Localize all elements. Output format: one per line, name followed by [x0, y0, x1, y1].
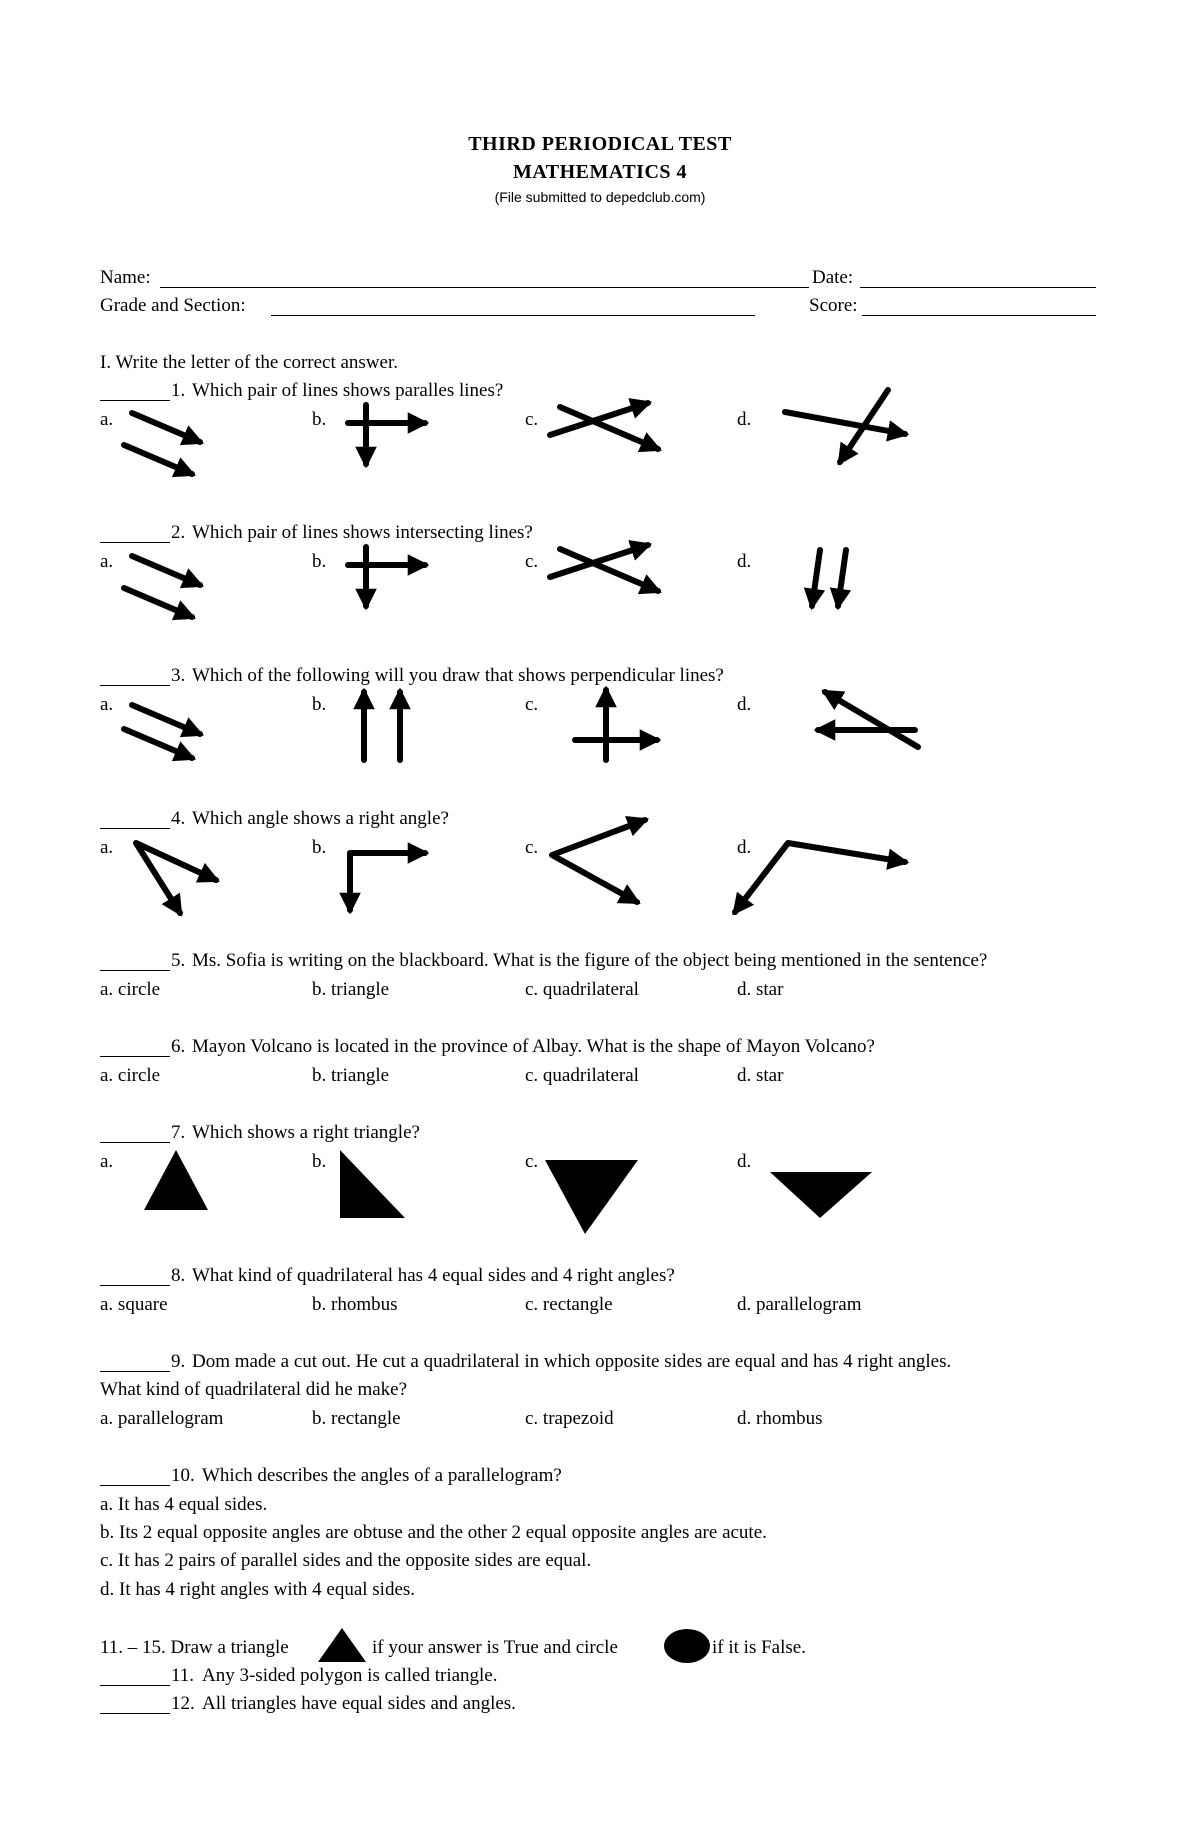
- q8-number: 8.: [171, 1265, 186, 1286]
- q2-option-a: a.: [100, 551, 114, 572]
- q11-text: Any 3-sided polygon is called triangle.: [202, 1665, 498, 1686]
- q5-option-d: d. star: [737, 979, 784, 1000]
- q2-number: 2.: [171, 522, 186, 543]
- triangle-icon: [316, 1626, 368, 1664]
- q6-option-b: b. triangle: [312, 1065, 390, 1086]
- answer-blank[interactable]: [100, 1685, 170, 1686]
- section2-intro-c: if it is False.: [712, 1637, 806, 1658]
- q5-option-b: b. triangle: [312, 979, 390, 1000]
- section1-instruction: I. Write the letter of the correct answer.: [100, 352, 398, 373]
- q7-option-b: b.: [312, 1151, 327, 1172]
- inverted-triangle-icon: [770, 1172, 872, 1218]
- q4-number: 4.: [171, 808, 186, 829]
- grade-section-label: Grade and Section:: [100, 295, 246, 316]
- equilateral-triangle-icon: [144, 1150, 208, 1210]
- q1-option-c: c.: [525, 409, 539, 430]
- q10-number: 10.: [171, 1465, 195, 1486]
- answer-blank[interactable]: [100, 1713, 170, 1714]
- q12-text: All triangles have equal sides and angles.: [202, 1693, 516, 1714]
- circle-icon: [663, 1628, 711, 1664]
- q9-option-a: a. parallelogram: [100, 1408, 224, 1429]
- section2-intro-b: if your answer is True and circle: [372, 1637, 618, 1658]
- right-triangle-icon: [340, 1150, 405, 1218]
- q7-number: 7.: [171, 1122, 186, 1143]
- q3-number: 3.: [171, 665, 186, 686]
- q4-option-c: c.: [525, 837, 539, 858]
- q6-number: 6.: [171, 1036, 186, 1057]
- q9-option-b: b. rectangle: [312, 1408, 401, 1429]
- inverted-triangle-icon: [545, 1160, 638, 1234]
- q1-option-a: a.: [100, 409, 114, 430]
- q8-option-a: a. square: [100, 1294, 168, 1315]
- q10-option-c: c. It has 2 pairs of parallel sides and the opposite sides are equal.: [100, 1550, 592, 1571]
- answer-blank[interactable]: [100, 1485, 170, 1486]
- q4-option-b: b.: [312, 837, 327, 858]
- date-label: Date:: [812, 267, 854, 288]
- q3-option-c: c.: [525, 694, 539, 715]
- q2-option-c: c.: [525, 551, 539, 572]
- answer-blank[interactable]: [100, 1371, 170, 1372]
- q1-option-b: b.: [312, 409, 327, 430]
- q7-option-a: a.: [100, 1151, 114, 1172]
- q8-option-d: d. parallelogram: [737, 1294, 862, 1315]
- q3-text: Which of the following will you draw that shows perpendicular lines?: [192, 665, 724, 686]
- q3-option-a: a.: [100, 694, 114, 715]
- q6-option-d: d. star: [737, 1065, 784, 1086]
- q9-option-c: c. trapezoid: [525, 1408, 614, 1429]
- q4-option-a: a.: [100, 837, 114, 858]
- q4-text: Which angle shows a right angle?: [192, 808, 449, 829]
- q8-option-b: b. rhombus: [312, 1294, 398, 1315]
- name-label: Name:: [100, 267, 151, 288]
- q6-text: Mayon Volcano is located in the province of Albay. What is the shape of Mayon Volcano?: [192, 1036, 875, 1057]
- q5-text: Ms. Sofia is writing on the blackboard. What is the figure of the object being mentioned in the sentence?: [192, 950, 988, 971]
- answer-blank[interactable]: [100, 1285, 170, 1286]
- q7-option-c: c.: [525, 1151, 539, 1172]
- q1-text: Which pair of lines shows paralles lines?: [192, 380, 504, 401]
- section2-intro-a: 11. – 15. Draw a triangle: [100, 1637, 289, 1658]
- q10-option-a: a. It has 4 equal sides.: [100, 1494, 268, 1515]
- q8-option-c: c. rectangle: [525, 1294, 613, 1315]
- q9-option-d: d. rhombus: [737, 1408, 823, 1429]
- q9-text-continued: What kind of quadrilateral did he make?: [100, 1379, 408, 1400]
- q2-text: Which pair of lines shows intersecting lines?: [192, 522, 533, 543]
- score-label: Score:: [809, 295, 858, 316]
- q8-text: What kind of quadrilateral has 4 equal sides and 4 right angles?: [192, 1265, 675, 1286]
- q1-option-d: d.: [737, 409, 752, 430]
- q6-option-c: c. quadrilateral: [525, 1065, 639, 1086]
- q9-number: 9.: [171, 1351, 186, 1372]
- q3-option-d: d.: [737, 694, 752, 715]
- q2-option-b: b.: [312, 551, 327, 572]
- subject-title: MATHEMATICS 4: [512, 161, 688, 183]
- q5-number: 5.: [171, 950, 186, 971]
- q3-option-b: b.: [312, 694, 327, 715]
- q7-text: Which shows a right triangle?: [192, 1122, 420, 1143]
- q5-option-a: a. circle: [100, 979, 161, 1000]
- q11-number: 11.: [171, 1665, 195, 1686]
- q10-option-b: b. Its 2 equal opposite angles are obtuse and the other 2 equal opposite angles are acute.: [100, 1522, 767, 1543]
- q12-number: 12.: [171, 1693, 195, 1714]
- q5-option-c: c. quadrilateral: [525, 979, 639, 1000]
- q4-option-d: d.: [737, 837, 752, 858]
- q7-option-d: d.: [737, 1151, 752, 1172]
- test-title: THIRD PERIODICAL TEST: [468, 133, 732, 155]
- q10-option-d: d. It has 4 right angles with 4 equal sides.: [100, 1579, 416, 1600]
- q9-text: Dom made a cut out. He cut a quadrilateral in which opposite sides are equal and has 4 right angles.: [192, 1351, 952, 1372]
- q10-text: Which describes the angles of a parallelogram?: [202, 1465, 562, 1486]
- q2-option-d: d.: [737, 551, 752, 572]
- source-note: (File submitted to depedclub.com): [494, 189, 706, 205]
- q6-option-a: a. circle: [100, 1065, 161, 1086]
- q1-number: 1.: [171, 380, 186, 401]
